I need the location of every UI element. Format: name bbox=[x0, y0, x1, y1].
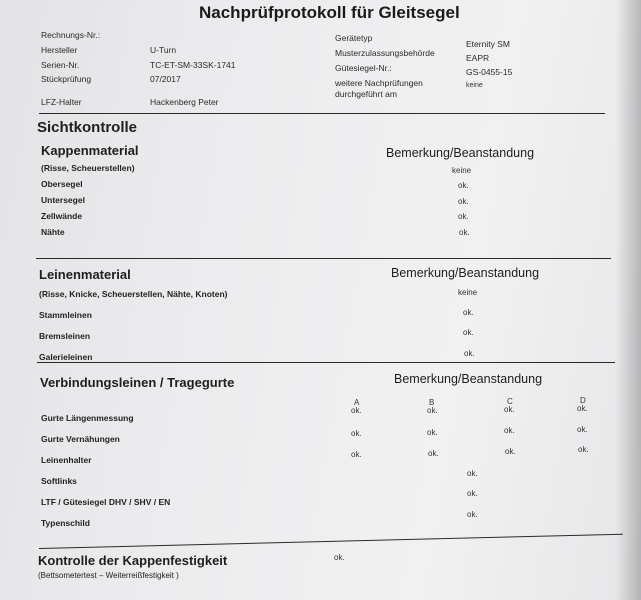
page-edge-shadow bbox=[615, 0, 641, 600]
owner-label: LFZ-Halter bbox=[41, 97, 82, 107]
device-type-label: Gerätetyp bbox=[335, 33, 373, 43]
riser-cell-value: ok. bbox=[427, 406, 438, 415]
riser-row-label: LTF / Gütesiegel DHV / SHV / EN bbox=[41, 497, 171, 507]
line-row-label: Bremsleinen bbox=[39, 331, 91, 341]
strength-check-subtitle: (Bettsometertest – Weiterreißfestigkeit ) bbox=[38, 571, 179, 580]
canopy-row-value: ok. bbox=[459, 228, 470, 237]
riser-row-label: Softlinks bbox=[41, 476, 77, 486]
riser-cell-value: ok. bbox=[351, 429, 362, 438]
authority-label: Musterzulassungsbehörde bbox=[335, 48, 435, 58]
risers-remark-header: Bemerkung/Beanstandung bbox=[394, 372, 543, 386]
canopy-remark-header: Bemerkung/Beanstandung bbox=[386, 146, 535, 160]
strength-check-title: Kontrolle der Kappenfestigkeit bbox=[38, 553, 228, 568]
serial-number-label: Serien-Nr. bbox=[41, 60, 80, 70]
manufacturer-value: U-Turn bbox=[150, 45, 177, 55]
header-divider bbox=[39, 113, 605, 114]
section-divider bbox=[36, 258, 611, 259]
further-inspections-label-2: durchgeführt am bbox=[335, 89, 397, 99]
serial-number-value: TC-ET-SM-33SK-1741 bbox=[150, 60, 236, 70]
riser-cell-value: ok. bbox=[577, 404, 588, 413]
piece-test-label: Stückprüfung bbox=[41, 74, 92, 84]
column-header-a: A bbox=[354, 398, 360, 407]
further-inspections-value: keine bbox=[466, 82, 483, 89]
further-inspections-label: weitere Nachprüfungen bbox=[335, 78, 423, 88]
manufacturer-label: Hersteller bbox=[41, 45, 78, 55]
line-material-title: Leinenmaterial bbox=[39, 267, 131, 282]
column-header-b: B bbox=[429, 398, 435, 407]
canopy-row-label: Zellwände bbox=[41, 211, 83, 221]
canopy-row-label: Untersegel bbox=[41, 195, 85, 205]
riser-row-value: ok. bbox=[467, 510, 478, 519]
riser-cell-value: ok. bbox=[578, 445, 589, 454]
invoice-number-label: Rechnungs-Nr.: bbox=[41, 30, 101, 40]
column-header-d: D bbox=[580, 396, 586, 405]
riser-cell-value: ok. bbox=[504, 426, 515, 435]
piece-test-value: 07/2017 bbox=[150, 74, 181, 84]
strength-check-value: ok. bbox=[334, 553, 345, 562]
riser-row-label: Leinenhalter bbox=[41, 455, 92, 465]
seal-number-label: Gütesiegel-Nr.: bbox=[335, 63, 392, 73]
line-row-label: (Risse, Knicke, Scheuerstellen, Nähte, Knoten) bbox=[39, 289, 228, 299]
line-remark-header: Bemerkung/Beanstandung bbox=[391, 266, 540, 280]
riser-row-label: Typenschild bbox=[41, 518, 90, 528]
riser-row-label: Gurte Vernähungen bbox=[41, 434, 120, 444]
line-row-value: keine bbox=[458, 288, 478, 297]
visual-check-title: Sichtkontrolle bbox=[37, 119, 138, 136]
authority-value: EAPR bbox=[466, 53, 490, 63]
line-row-value: ok. bbox=[464, 349, 475, 358]
riser-cell-value: ok. bbox=[427, 428, 438, 437]
canopy-material-title: Kappenmaterial bbox=[41, 143, 139, 158]
riser-cell-value: ok. bbox=[504, 405, 515, 414]
canopy-row-value: keine bbox=[452, 166, 472, 175]
risers-title: Verbindungsleinen / Tragegurte bbox=[40, 375, 235, 390]
canopy-row-label: Nähte bbox=[41, 227, 65, 237]
canopy-row-value: ok. bbox=[458, 212, 469, 221]
riser-row-label: Gurte Längenmessung bbox=[41, 413, 134, 423]
line-row-value: ok. bbox=[463, 328, 474, 337]
canopy-row-label: Obersegel bbox=[41, 179, 83, 189]
canopy-row-label: (Risse, Scheuerstellen) bbox=[41, 163, 135, 173]
seal-number-value: GS-0455-15 bbox=[466, 67, 513, 77]
line-row-value: ok. bbox=[463, 308, 474, 317]
riser-cell-value: ok. bbox=[505, 447, 516, 456]
owner-value: Hackenberg Peter bbox=[150, 97, 219, 107]
column-header-c: C bbox=[507, 397, 513, 406]
riser-row-value: ok. bbox=[467, 489, 478, 498]
canopy-row-value: ok. bbox=[458, 197, 469, 206]
riser-row-value: ok. bbox=[467, 469, 478, 478]
device-type-value: Eternity SM bbox=[466, 39, 510, 49]
document-title: Nachprüfprotokoll für Gleitsegel bbox=[199, 3, 460, 22]
riser-cell-value: ok. bbox=[577, 425, 588, 434]
section-divider bbox=[37, 362, 615, 363]
line-row-label: Stammleinen bbox=[39, 310, 92, 320]
line-row-label: Galerieleinen bbox=[39, 352, 93, 362]
section-divider bbox=[39, 534, 623, 549]
riser-cell-value: ok. bbox=[351, 450, 362, 459]
canopy-row-value: ok. bbox=[458, 181, 469, 190]
riser-cell-value: ok. bbox=[351, 406, 362, 415]
riser-cell-value: ok. bbox=[428, 449, 439, 458]
